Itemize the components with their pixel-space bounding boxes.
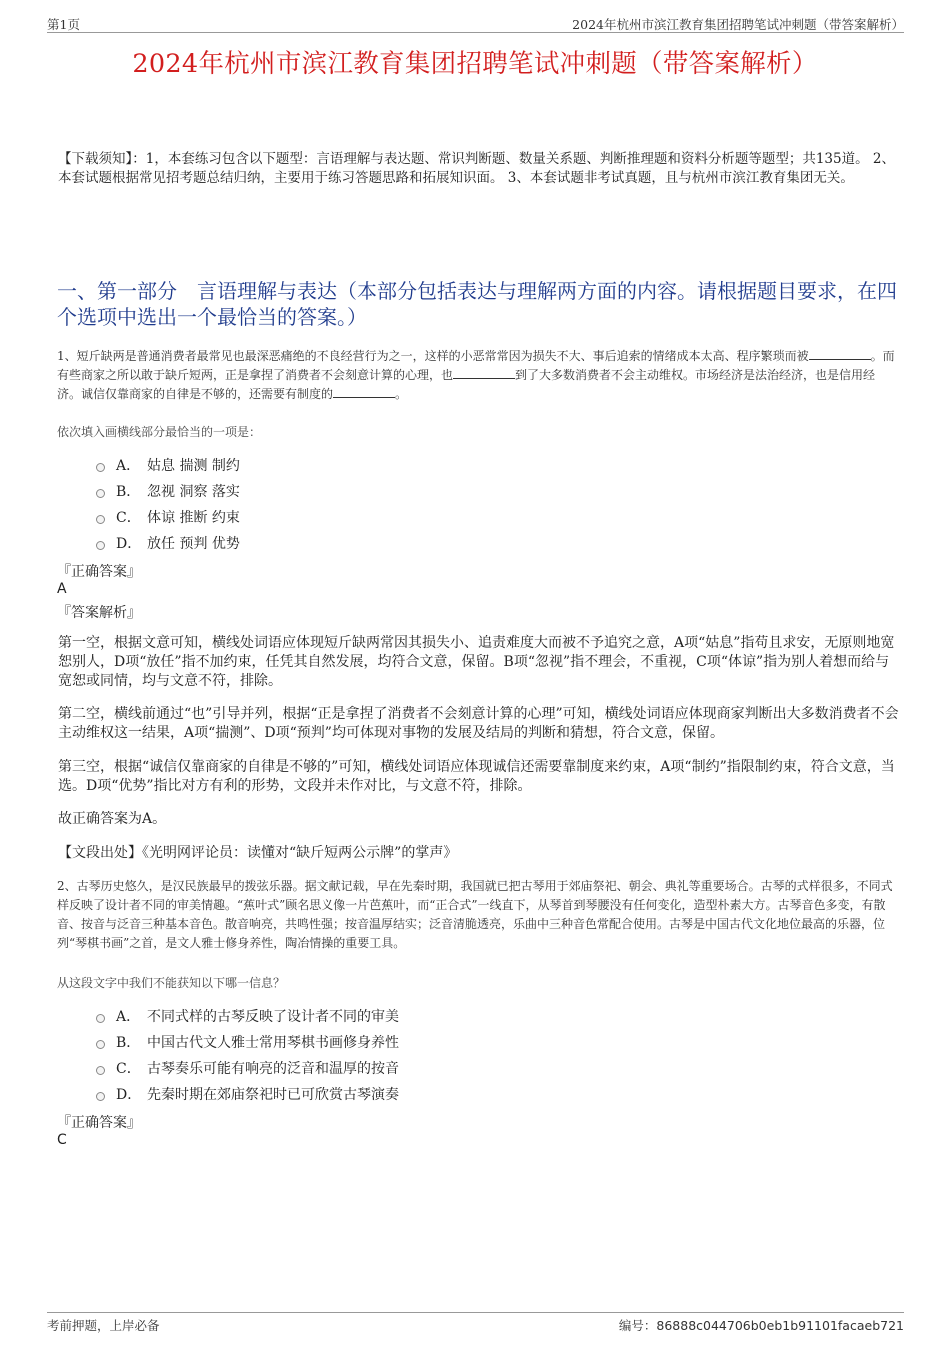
question-2-text: 2、古琴历史悠久，是汉民族最早的拨弦乐器。据文献记载，早在先秦时期，我国就已把古琴用于郊庙祭祀、朝会、典礼等重要场合。古琴的式样很多，不同式样反映了设计者不同的审美情趣。“蕉叶式”顾名思义像一片芭蕉叶，而“正合式”一线直下，从琴首到琴腰没有任何变化，造型朴素大方。古琴音色多变，有散音、按音与泛音三种基本音色。散音响亮，共鸣性强；按音温厚结实；泛音清脆透亮，乐曲中三种音色常配合使用。古琴是中国古代文化地位最高的乐器，位列“琴棋书画”之首，是文人雅士修身养性，陶冶情操的重要工具。 bbox=[57, 879, 893, 950]
footer-slogan: 考前押题，上岸必备 bbox=[47, 1318, 160, 1333]
question-1-part: 1、短斤缺两是普通消费者最常见也最深恶痛绝的不良经营行为之一，这样的小恶常常因为损失不大、事后追索的情绪成本太高、程序繁琐而被 bbox=[57, 349, 809, 363]
analysis-conclusion: 故正确答案为A。 bbox=[58, 811, 167, 827]
answer-blank bbox=[453, 366, 515, 379]
answer-blank bbox=[333, 385, 395, 398]
question-1-part: 。 bbox=[395, 387, 408, 401]
download-notice: 【下载须知】：1，本套练习包含以下题型：言语理解与表达题、常识判断题、数量关系题、判断推理题和资料分析题等题型；共135道。 2、本套试题根据常见招考题总结归纳，主要用于练习答题思路和拓展知识面。 3、本套试题非考试真题，且与杭州市滨江教育集团无关。 bbox=[58, 151, 895, 186]
correct-answer-label: 『正确答案』 bbox=[57, 1115, 141, 1131]
source-citation: 【文段出处】《光明网评论员：读懂对“缺斤短两公示牌”的掌声》 bbox=[58, 845, 458, 861]
option-c[interactable]: C． 古琴奏乐可能有响亮的泛音和温厚的按音 bbox=[96, 1055, 399, 1081]
option-c[interactable]: C． 体谅 推断 约束 bbox=[96, 504, 240, 530]
option-b[interactable]: B． 忽视 洞察 落实 bbox=[96, 478, 240, 504]
question-2-options bbox=[96, 1003, 399, 1107]
analysis-paragraph: 第二空，横线前通过“也”引导并列，根据“正是拿捏了消费者不会刻意计算的心理”可知，横线处词语应体现商家判断出大多数消费者不会主动维权这一结果，A项“揣测”、D项“预判”均可体现对事物的发展及结局的判断和猜想，符合文意，保留。 bbox=[58, 706, 899, 741]
correct-answer: C bbox=[57, 1132, 67, 1148]
radio-button-icon[interactable] bbox=[96, 1066, 105, 1075]
option-d[interactable]: D． 放任 预判 优势 bbox=[96, 530, 240, 556]
radio-button-icon[interactable] bbox=[96, 1040, 105, 1049]
analysis-paragraph: 第一空，根据文意可知，横线处词语应体现短斤缺两常因其损失小、追责难度大而被不予追究之意，A项“姑息”指苟且求安，无原则地宽恕别人，D项“放任”指不加约束，任凭其自然发展，均符合文意，保留。B项“忽视”指不理会，不重视，C项“体谅”指为别人着想而给与宽恕或同情，均与文意不符，排除。 bbox=[58, 635, 895, 689]
document-title: 2024年杭州市滨江教育集团招聘笔试冲刺题（带答案解析） bbox=[132, 49, 818, 79]
correct-answer-label: 『正确答案』 bbox=[57, 564, 141, 580]
question-1-options bbox=[96, 452, 240, 556]
question-1-text bbox=[57, 347, 899, 404]
question-1-part: 。而有些商家之所以敢于缺斤短两，正是拿捏了消费者不会刻意计算的心理，也 bbox=[57, 349, 895, 382]
option-a[interactable]: A． 姑息 揣测 制约 bbox=[96, 452, 240, 478]
page-footer bbox=[47, 1312, 904, 1333]
radio-button-icon[interactable] bbox=[96, 463, 105, 472]
radio-button-icon[interactable] bbox=[96, 1092, 105, 1101]
analysis-paragraph: 第三空，根据“诚信仅靠商家的自律是不够的”可知，横线处词语应体现诚信还需要靠制度来约束，A项“制约”指限制约束，符合文意，当选。D项“优势”指比对方有利的形势，文段并未作对比，与文意不符，排除。 bbox=[58, 759, 895, 794]
option-b[interactable]: B． 中国古代文人雅士常用琴棋书画修身养性 bbox=[96, 1029, 399, 1055]
radio-button-icon[interactable] bbox=[96, 1014, 105, 1023]
question-1-prompt: 依次填入画横线部分最恰当的一项是： bbox=[57, 425, 262, 439]
analysis-label: 『答案解析』 bbox=[57, 605, 141, 621]
option-a[interactable]: A． 不同式样的古琴反映了设计者不同的审美 bbox=[96, 1003, 399, 1029]
page-number: 第1页 bbox=[47, 17, 80, 32]
radio-button-icon[interactable] bbox=[96, 515, 105, 524]
header-doc-title: 2024年杭州市滨江教育集团招聘笔试冲刺题（带答案解析） bbox=[572, 17, 904, 32]
page-header bbox=[47, 12, 904, 33]
radio-button-icon[interactable] bbox=[96, 541, 105, 550]
question-1-part: 到了大多数消费者不会主动维权。市场经济是法治经济，也是信用经济。诚信仅靠商家的自律是不够的，还需要有制度的 bbox=[57, 368, 876, 401]
radio-button-icon[interactable] bbox=[96, 489, 105, 498]
footer-doc-id: 编号：86888c044706b0eb1b91101facaeb721 bbox=[618, 1318, 904, 1333]
option-d[interactable]: D． 先秦时期在郊庙祭祀时已可欣赏古琴演奏 bbox=[96, 1081, 399, 1107]
question-2-prompt: 从这段文字中我们不能获知以下哪一信息？ bbox=[57, 976, 286, 990]
section-title: 一、第一部分 言语理解与表达（本部分包括表达与理解两方面的内容。请根据题目要求，在四个选项中选出一个最恰当的答案。） bbox=[57, 279, 897, 329]
correct-answer: A bbox=[57, 581, 67, 597]
answer-blank bbox=[809, 347, 871, 360]
